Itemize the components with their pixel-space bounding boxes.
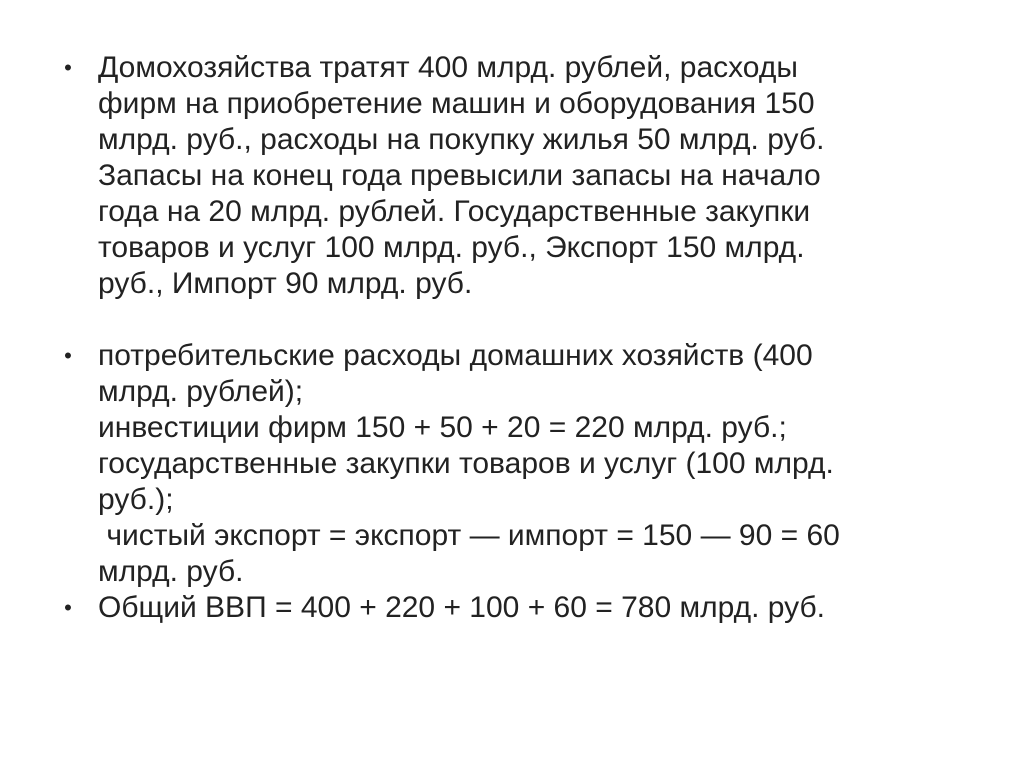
bullet-item-gdp-total: [58, 590, 978, 626]
text-line: потребительские расходы домашних хозяйств (400: [98, 339, 813, 372]
text-line: фирм на приобретение машин и оборудования 150: [98, 87, 815, 120]
text-line: государственные закупки товаров и услуг (100 млрд.: [98, 447, 834, 480]
text-line: Запасы на конец года превысили запасы на начало: [98, 159, 821, 192]
bullet-item-problem: [58, 50, 978, 302]
text-line: млрд. рублей);: [98, 375, 304, 408]
text-line: млрд. руб., расходы на покупку жилья 50 млрд. руб.: [98, 123, 825, 156]
text-line: года на 20 млрд. рублей. Государственные закупки: [98, 195, 811, 228]
bullet-icon: •: [64, 343, 72, 368]
text-line: млрд. руб.: [98, 555, 244, 588]
bullet-item-components: [58, 338, 978, 590]
text-line: товаров и услуг 100 млрд. руб., Экспорт 150 млрд.: [98, 231, 805, 264]
text-line: Домохозяйства тратят 400 млрд. рублей, расходы: [98, 51, 798, 84]
text-line: чистый экспорт = экспорт — импорт = 150 — 90 = 60: [98, 519, 840, 552]
text-line: Общий ВВП = 400 + 220 + 100 + 60 = 780 млрд. руб.: [98, 591, 826, 624]
text-line: руб.);: [98, 483, 174, 516]
bullet-icon: •: [64, 595, 72, 620]
bullet-list: [58, 50, 978, 626]
text-line: инвестиции фирм 150 + 50 + 20 = 220 млрд. руб.;: [98, 411, 787, 444]
bullet-icon: •: [64, 55, 72, 80]
text-line: руб., Импорт 90 млрд. руб.: [98, 267, 473, 300]
